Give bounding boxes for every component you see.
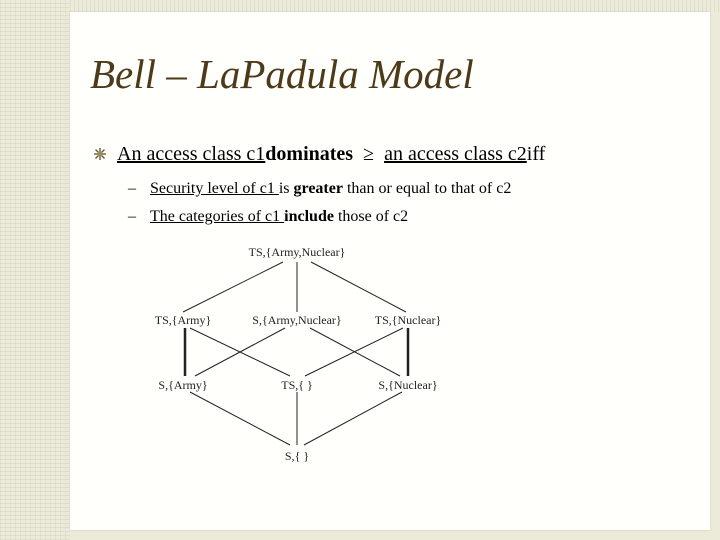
edge-mid-center-lower-left — [195, 328, 285, 376]
slide-title: Bell – LaPadula Model — [90, 51, 474, 97]
bullet-text-part1: An access class c1 — [117, 143, 266, 165]
node-lower-right: S,{Nuclear} — [378, 378, 438, 392]
geq-symbol: ≥ — [363, 143, 375, 165]
node-top: TS,{Army,Nuclear} — [248, 245, 346, 259]
edge-lower-right-bottom — [304, 392, 402, 445]
edge-lower-left-bottom — [190, 392, 290, 445]
main-bullet — [93, 143, 545, 166]
bullet-text-part3: an access class c2 — [384, 143, 527, 165]
sub-bullet-1-text-b: is — [278, 180, 294, 197]
sub-bullet-1-rest: than or equal to that of c2 — [342, 180, 512, 197]
sub-bullet-2-text-a: The categories of c1 — [150, 208, 285, 225]
sub-bullet-2-bold: include — [284, 208, 334, 225]
sub-bullet-dash: – — [128, 208, 136, 225]
sub-bullet-1-bold: greater — [293, 180, 343, 197]
slide-bottom-border — [70, 530, 720, 540]
bullet-text-iff: iff — [526, 143, 546, 165]
sub-bullet-1-text-a: Security level of c1 — [150, 180, 279, 197]
slide-top-border — [70, 0, 720, 12]
edge-top-mid-left — [183, 262, 283, 312]
slide-left-border — [0, 0, 70, 540]
slide-right-border — [710, 12, 720, 540]
lattice-edges — [183, 262, 408, 445]
sub-bullet-dash: – — [128, 180, 136, 197]
edge-mid-right-lower-center — [305, 328, 403, 376]
security-lattice-diagram — [140, 240, 460, 470]
bullet-icon — [93, 144, 107, 158]
edge-top-mid-right — [311, 262, 406, 312]
node-mid-right: TS,{Nuclear} — [374, 313, 442, 327]
node-mid-center: S,{Army,Nuclear} — [252, 313, 342, 327]
sub-bullet-2 — [128, 208, 408, 226]
bullet-text-dominates: dominates — [265, 143, 354, 165]
node-bottom: S,{ } — [284, 449, 310, 463]
node-mid-left: TS,{Army} — [154, 313, 212, 327]
node-lower-left: S,{Army} — [158, 378, 208, 392]
sub-bullet-2-rest: those of c2 — [333, 208, 409, 225]
sub-bullet-1 — [128, 180, 511, 198]
node-lower-center: TS,{ } — [281, 378, 313, 392]
